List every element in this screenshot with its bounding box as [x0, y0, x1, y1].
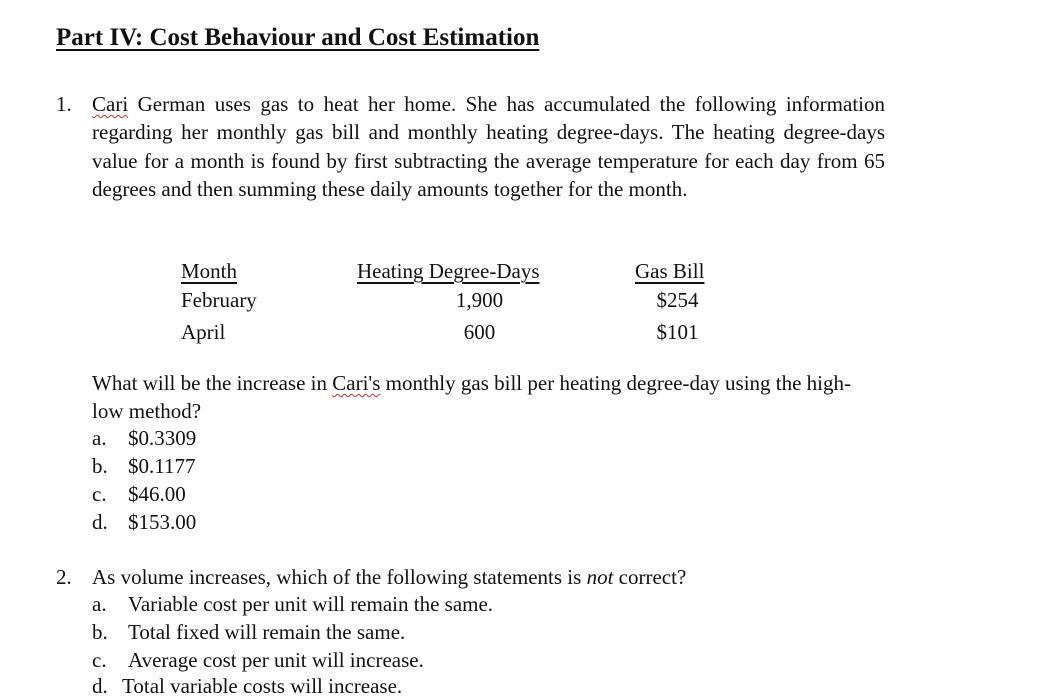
table-header-month: Month	[181, 259, 238, 283]
table-cell-month: April	[181, 320, 226, 344]
option-label: c.	[92, 482, 107, 506]
option-text: Average cost per unit will increase.	[128, 648, 424, 672]
option-text: Total fixed will remain the same.	[128, 620, 406, 644]
question-1-text	[92, 90, 885, 203]
option-label: b.	[92, 620, 108, 644]
question-2-text	[92, 563, 686, 591]
question-1-body: German uses gas to heat her home. She has accumulated the following information regarding her monthly gas bill and monthly heating degree-days. The heating degree-days value for a month is found by first subtracting the average temperature for each day from 65 degrees and then summing these daily amounts together for the month.	[92, 92, 885, 201]
option-label: a.	[92, 592, 107, 616]
question-2-option-c[interactable]	[92, 646, 424, 674]
question-1-prompt	[92, 369, 882, 426]
option-label: b.	[92, 454, 108, 478]
option-text: Variable cost per unit will remain the same.	[128, 592, 494, 616]
question-2-option-d[interactable]	[92, 672, 402, 700]
question-1-option-a[interactable]	[92, 424, 196, 452]
option-label: c.	[92, 648, 107, 672]
question-1-name: Cari	[92, 92, 129, 116]
option-label: d.	[92, 674, 108, 698]
question-2-text-start: As volume increases, which of the following statements is	[92, 565, 587, 589]
question-2-text-emphasis: not	[586, 565, 614, 589]
question-1-option-c[interactable]	[92, 480, 186, 508]
table-header-gas-bill: Gas Bill	[635, 259, 705, 283]
question-1-prompt-start: What will be the increase in	[92, 371, 333, 395]
option-text: $0.3309	[128, 426, 197, 450]
option-text: $46.00	[128, 482, 186, 506]
option-label: d.	[92, 510, 108, 534]
table-header-heating-degree-days: Heating Degree-Days	[357, 259, 540, 283]
option-text: Total variable costs will increase.	[122, 674, 403, 698]
question-2-option-a[interactable]	[92, 590, 493, 618]
question-1-number: 1.	[56, 92, 72, 116]
question-1-prompt-end: monthly gas bill per heating degree-day using the high-low method?	[92, 371, 852, 424]
table-cell-gas-bill: $101	[656, 320, 699, 344]
page-title: Part IV: Cost Behaviour and Cost Estimation	[56, 24, 540, 51]
question-2-number: 2.	[56, 565, 72, 589]
table-cell-degree-days: 1,900	[455, 288, 504, 312]
option-label: a.	[92, 426, 107, 450]
table-cell-gas-bill: $254	[656, 288, 699, 312]
question-1-option-b[interactable]	[92, 452, 195, 480]
question-2-option-b[interactable]	[92, 618, 405, 646]
table-cell-degree-days: 600	[463, 320, 496, 344]
option-text: $153.00	[128, 510, 197, 534]
option-text: $0.1177	[128, 454, 196, 478]
question-1-option-d[interactable]	[92, 508, 196, 536]
question-2-text-end: correct?	[613, 565, 687, 589]
table-cell-month: February	[181, 288, 257, 312]
question-1-prompt-name: Cari's	[332, 371, 381, 395]
